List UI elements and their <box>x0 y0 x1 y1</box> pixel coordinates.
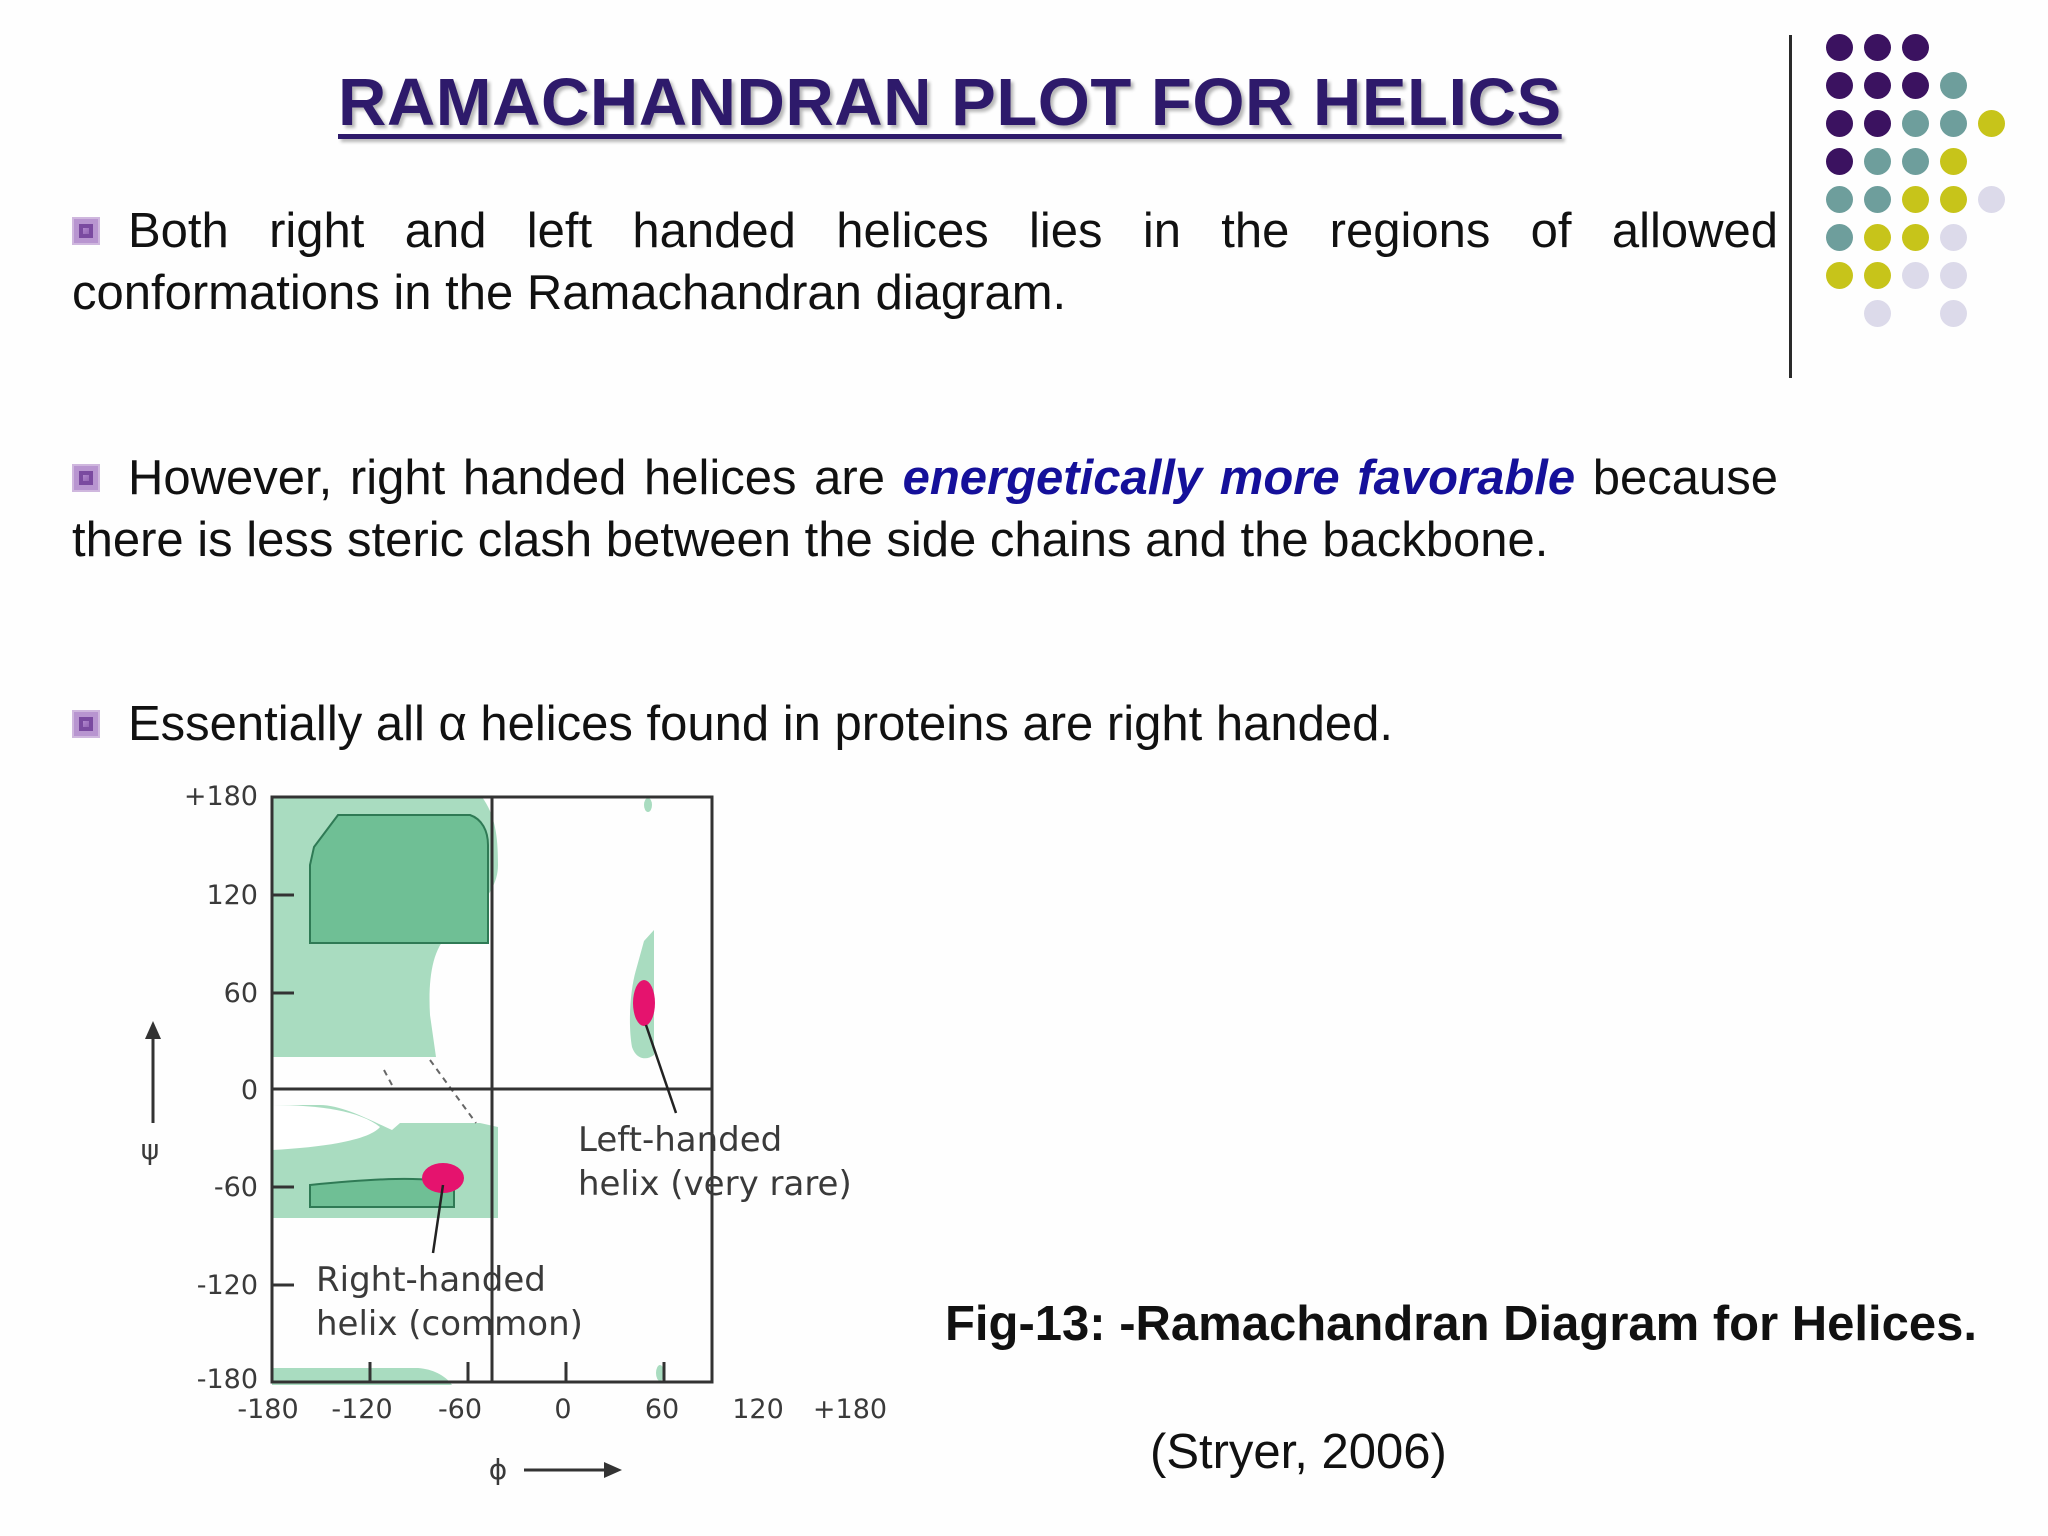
y-tick-label: +180 <box>183 781 258 812</box>
decor-dot <box>1864 186 1891 213</box>
decor-dot <box>1902 148 1929 175</box>
y-tick-label: 120 <box>206 880 258 911</box>
phi-arrowhead-icon <box>604 1462 622 1478</box>
decor-dot <box>1826 34 1853 61</box>
core-region-beta <box>310 815 488 943</box>
bullet-text: Essentially all α helices found in proteins are right handed. <box>128 697 1393 751</box>
left-helix-pointer <box>646 1025 676 1113</box>
y-tick-label: -120 <box>196 1270 258 1301</box>
decor-dot <box>1826 186 1853 213</box>
y-tick-label: 60 <box>223 978 258 1009</box>
decor-dot <box>1826 110 1853 137</box>
phi-axis-symbol: ϕ <box>488 1453 508 1486</box>
decor-dot <box>1864 72 1891 99</box>
decor-dot <box>1940 110 1967 137</box>
bullet-marker-icon <box>72 710 100 738</box>
bullet-marker-icon <box>72 217 100 245</box>
decor-dot <box>1902 110 1929 137</box>
decorative-divider <box>1789 35 1792 378</box>
decor-dot <box>1940 262 1967 289</box>
ramachandran-figure <box>130 775 910 1505</box>
decor-dot <box>1902 186 1929 213</box>
x-tick-label: -60 <box>437 1394 483 1425</box>
decor-dot <box>1978 110 2005 137</box>
decor-dot <box>1902 224 1929 251</box>
decor-dot <box>1940 72 1967 99</box>
decor-dot <box>1864 148 1891 175</box>
x-tick-label: 120 <box>732 1394 784 1425</box>
decor-dot <box>1978 186 2005 213</box>
psi-arrowhead-icon <box>145 1021 161 1039</box>
decor-dot <box>1902 34 1929 61</box>
psi-axis-symbol: ψ <box>140 1133 160 1166</box>
x-tick-label: -120 <box>331 1394 393 1425</box>
decor-dot <box>1902 72 1929 99</box>
decor-dot <box>1940 300 1967 327</box>
decor-dot <box>1902 262 1929 289</box>
decor-dot <box>1826 148 1853 175</box>
x-tick-label: +180 <box>812 1394 888 1425</box>
x-tick-label: 60 <box>644 1394 680 1425</box>
bullet-marker-icon <box>72 464 100 492</box>
decor-dot <box>1940 186 1967 213</box>
dashed-connector <box>384 1070 392 1085</box>
dashed-connector <box>430 1060 476 1123</box>
bullet-item <box>72 200 1778 324</box>
left-handed-helix-spot <box>633 980 655 1026</box>
decor-dot <box>1826 262 1853 289</box>
bullet-text-end: because there is less steric clash between the side chains and the backbone. <box>72 451 1779 567</box>
bullet-text: Both right and left handed helices lies in the regions of allowed conformations in the Ramachandran diagram. <box>72 204 1778 320</box>
decor-dot <box>1940 224 1967 251</box>
x-tick-label: 0 <box>554 1394 572 1425</box>
right-handed-annotation-line2: helix (common) <box>316 1304 583 1344</box>
decor-dot <box>1864 224 1891 251</box>
figure-citation: (Stryer, 2006) <box>1150 1425 1447 1479</box>
slide-title: RAMACHANDRAN PLOT FOR HELICS <box>338 65 1562 140</box>
left-handed-annotation-line1: Left-handed <box>578 1120 783 1160</box>
decor-dot <box>1940 148 1967 175</box>
y-tick-label: -60 <box>213 1172 258 1203</box>
x-tick-label: -180 <box>237 1394 299 1425</box>
decor-dot <box>1864 300 1891 327</box>
decor-dot <box>1826 72 1853 99</box>
figure-caption: Fig-13: -Ramachandran Diagram for Helices. <box>945 1297 1978 1351</box>
bullet-item <box>72 447 1778 571</box>
bullet-text-start: However, right handed helices are <box>128 451 903 505</box>
decor-dot <box>1864 34 1891 61</box>
bullet-item <box>72 693 1778 755</box>
bullet-emphasis: energetically more favorable <box>902 451 1576 505</box>
right-handed-annotation-line1: Right-handed <box>316 1260 546 1300</box>
decor-dot <box>1864 110 1891 137</box>
left-handed-annotation-line2: helix (very rare) <box>578 1164 852 1204</box>
decor-dot <box>1864 262 1891 289</box>
decor-dot <box>1826 224 1853 251</box>
y-tick-label: -180 <box>196 1364 258 1395</box>
y-tick-label: 0 <box>240 1075 258 1106</box>
allowed-region-top-spot <box>644 798 652 812</box>
